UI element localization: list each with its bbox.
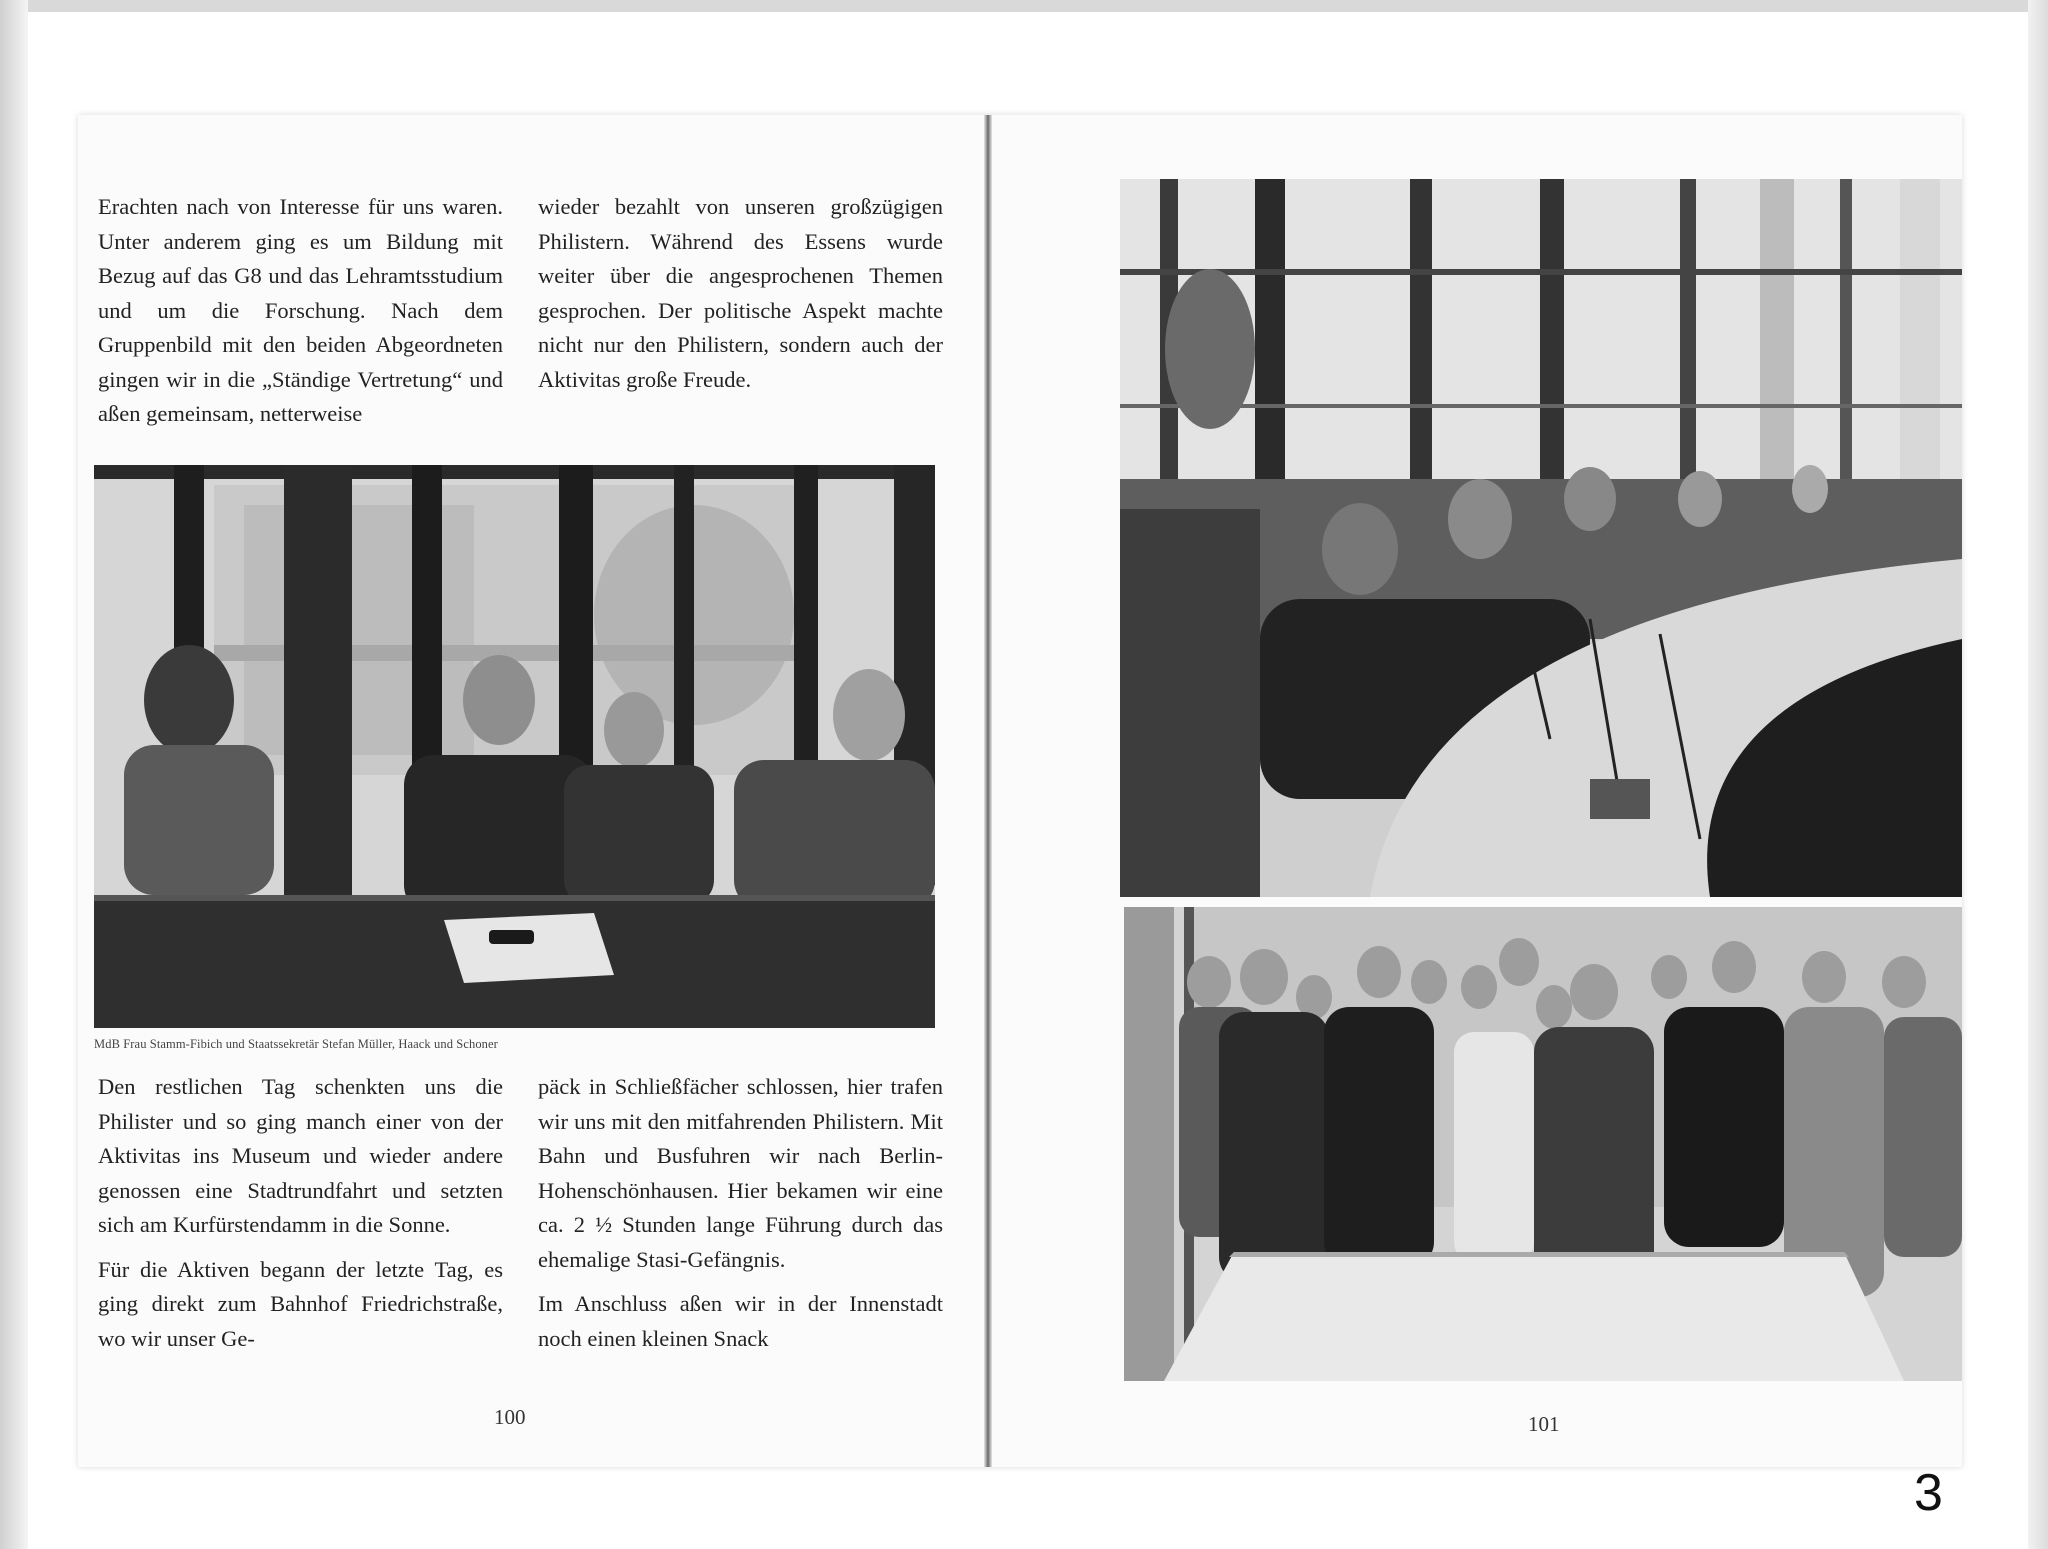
left-col-bottom-1 [98,1070,503,1366]
photo-group-illustration [1124,907,1962,1381]
page-number-left: 100 [494,1405,526,1429]
photo-group-portrait [1124,907,1962,1381]
scan-stamp-number: 3 [1914,1464,1943,1522]
paragraph: wieder bezahlt von unseren großzügigen Philistern. Während des Essens wurde weiter über die angesprochenen Themen gesprochen. Der politische Aspekt machte nicht nur den Philistern, sondern auch der Aktivitas große Freude. [538,194,943,392]
left-col-top-2 [538,190,943,407]
photo-plenary-hall [1120,179,1962,897]
paragraph: Für die Aktiven begann der letzte Tag, es ging direkt zum Bahnhof Friedrichstraße, wo wir unser Ge- [98,1256,503,1351]
right-page [990,115,1962,1467]
paragraph: päck in Schließfächer schlossen, hier trafen wir uns mit den mitfahrenden Philistern. Mit Bahn und Busfuhren wir nach Berlin-Hohenschönhausen. Hier bekamen wir eine ca. 2 ½ Stunden lange Führung durch das ehemalige Stasi-Gefängnis. [538,1074,943,1272]
photo-hall-illustration [1120,179,1962,897]
photo-meeting-table [94,465,935,1028]
left-col-bottom-2 [538,1070,943,1366]
paragraph: Erachten nach von Interesse für uns waren. Unter anderem ging es um Bildung mit Bezug auf das G8 und das Lehramtsstudium und um die Forschung. Nach dem Gruppenbild mit den beiden Abgeordneten gingen wir in die „Ständige Vertretung“ und aßen gemeinsam, netterweise [98,194,503,426]
photo-meeting-illustration [94,465,935,1028]
left-col-top-1 [98,190,503,442]
paragraph: Im Anschluss aßen wir in der Innenstadt noch einen kleinen Snack [538,1291,943,1351]
photo-caption: MdB Frau Stamm-Fibich und Staatssekretär Stefan Müller, Haack und Schoner [94,1037,498,1051]
book-spread [78,115,1962,1467]
scan-edge-right [2028,0,2048,1549]
paragraph: Den restlichen Tag schenkten uns die Philister und so ging manch einer von der Aktivitas ins Museum und wieder andere genossen eine Stadtrundfahrt und setzten sich am Kurfürstendamm in die Sonne. [98,1074,503,1237]
scan-edge-top [0,0,2048,12]
scan-edge-left [0,0,28,1549]
page-number-right: 101 [1528,1412,1560,1436]
left-page [78,115,986,1467]
